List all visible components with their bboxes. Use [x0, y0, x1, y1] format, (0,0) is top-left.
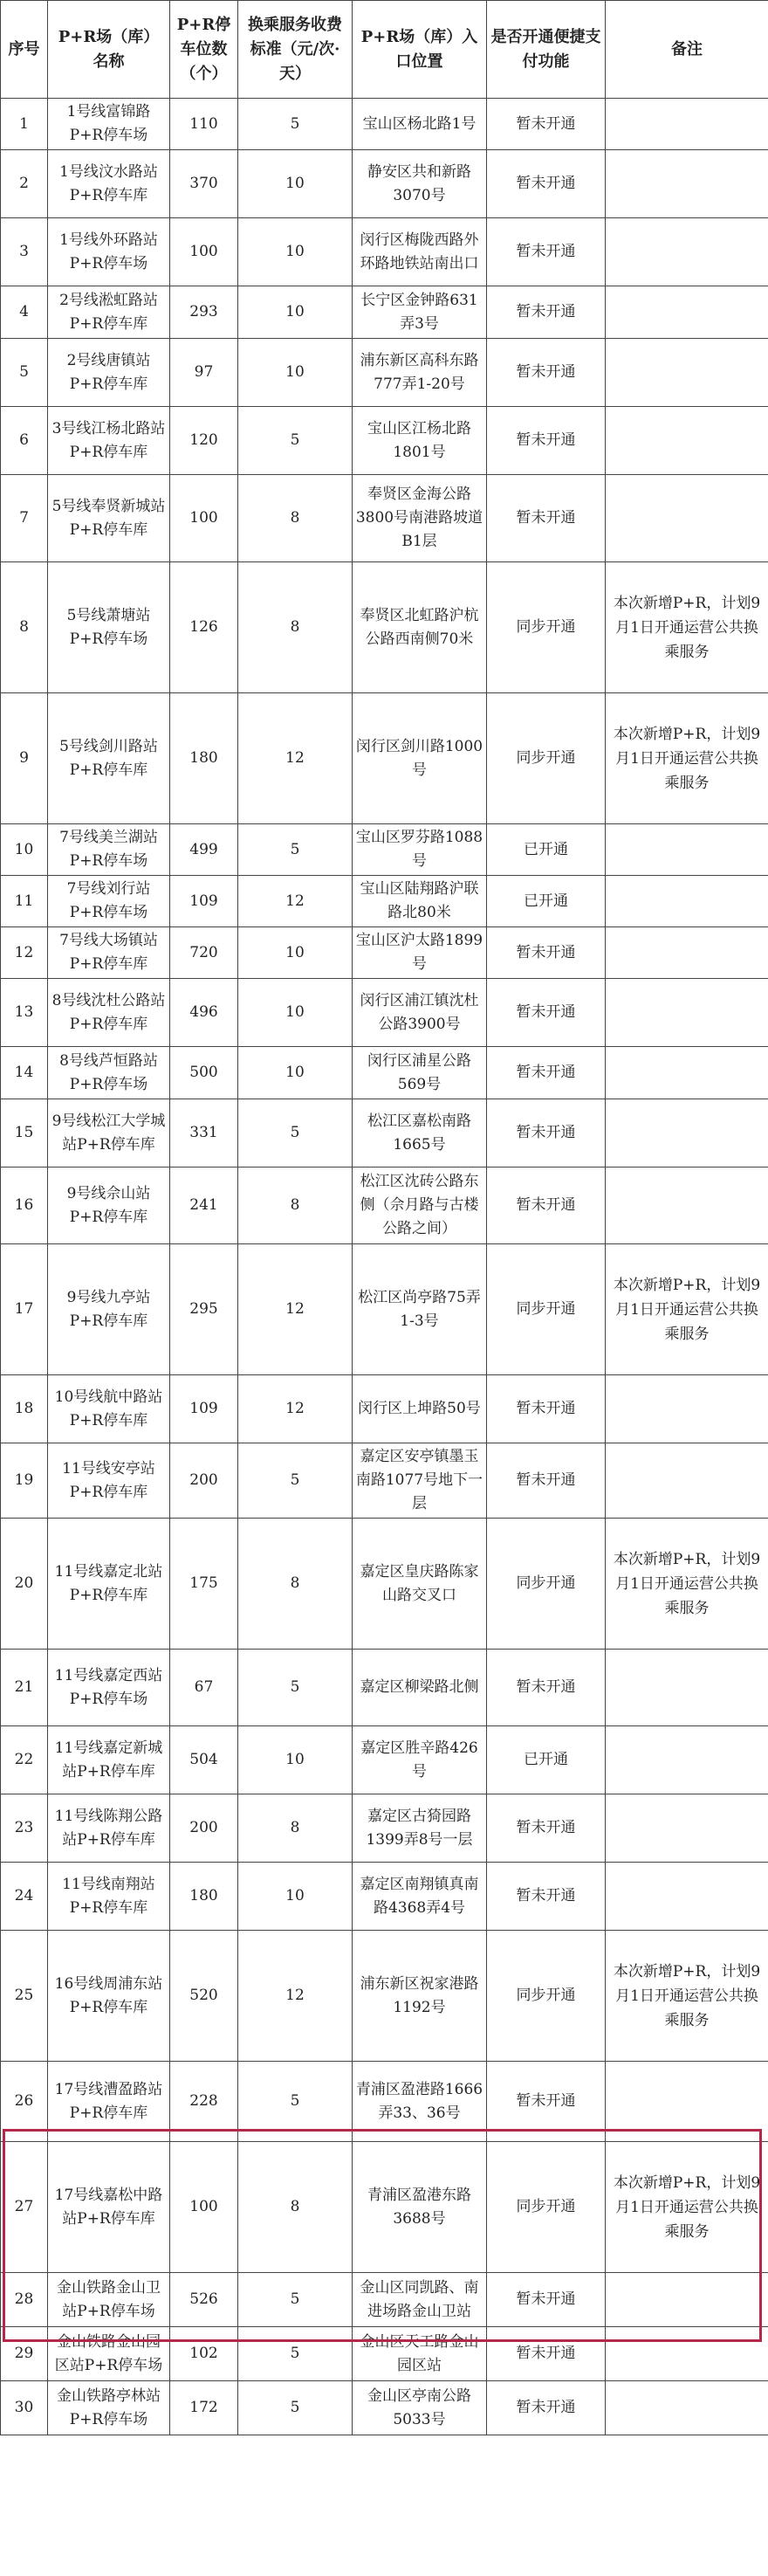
cell-name: 17号线嘉松中路站P+R停车库: [48, 2142, 170, 2273]
cell-payment: 同步开通: [487, 1931, 606, 2062]
cell-no: 28: [1, 2273, 48, 2327]
table-row: [1, 1443, 768, 1519]
table-row: [1, 693, 768, 824]
cell-note: 本次新增P+R，计划9月1日开通运营公共换乘服务: [606, 562, 768, 693]
cell-no: 5: [1, 339, 48, 407]
cell-payment: 暂未开通: [487, 1443, 606, 1519]
header-spaces: P+R停车位数（个）: [170, 1, 238, 99]
table-row: [1, 339, 768, 407]
cell-entrance: 嘉定区胜辛路426号: [353, 1726, 487, 1794]
cell-name: 1号线汶水路站P+R停车库: [48, 150, 170, 218]
cell-spaces: 720: [170, 927, 238, 979]
cell-no: 15: [1, 1099, 48, 1167]
cell-note: [606, 475, 768, 562]
table-row: [1, 475, 768, 562]
cell-fee: 5: [238, 2273, 353, 2327]
cell-no: 21: [1, 1650, 48, 1726]
cell-spaces: 172: [170, 2381, 238, 2435]
cell-spaces: 331: [170, 1099, 238, 1167]
header-payment: 是否开通便捷支付功能: [487, 1, 606, 99]
cell-spaces: 100: [170, 475, 238, 562]
cell-entrance: 宝山区杨北路1号: [353, 99, 487, 150]
table-row: [1, 1794, 768, 1863]
cell-no: 24: [1, 1863, 48, 1931]
cell-name: 11号线嘉定新城站P+R停车库: [48, 1726, 170, 1794]
cell-no: 30: [1, 2381, 48, 2435]
cell-fee: 5: [238, 1099, 353, 1167]
cell-spaces: 241: [170, 1167, 238, 1244]
cell-fee: 5: [238, 1650, 353, 1726]
cell-fee: 5: [238, 2381, 353, 2435]
cell-entrance: 嘉定区安亭镇墨玉南路1077号地下一层: [353, 1443, 487, 1519]
cell-name: 9号线九亭站P+R停车库: [48, 1244, 170, 1375]
cell-payment: 同步开通: [487, 693, 606, 824]
cell-payment: 暂未开通: [487, 1099, 606, 1167]
table-row: [1, 2273, 768, 2327]
cell-name: 9号线佘山站P+R停车库: [48, 1167, 170, 1244]
cell-no: 11: [1, 876, 48, 927]
cell-fee: 8: [238, 562, 353, 693]
cell-payment: 已开通: [487, 1726, 606, 1794]
cell-payment: 暂未开通: [487, 927, 606, 979]
cell-no: 22: [1, 1726, 48, 1794]
cell-entrance: 闵行区浦江镇沈杜公路3900号: [353, 979, 487, 1047]
cell-entrance: 闵行区剑川路1000号: [353, 693, 487, 824]
cell-spaces: 109: [170, 876, 238, 927]
cell-spaces: 228: [170, 2062, 238, 2142]
cell-payment: 暂未开通: [487, 979, 606, 1047]
cell-payment: 暂未开通: [487, 99, 606, 150]
cell-spaces: 175: [170, 1519, 238, 1650]
cell-spaces: 180: [170, 1863, 238, 1931]
cell-spaces: 100: [170, 218, 238, 286]
cell-note: [606, 1794, 768, 1863]
cell-payment: 同步开通: [487, 2142, 606, 2273]
cell-spaces: 526: [170, 2273, 238, 2327]
cell-fee: 8: [238, 1167, 353, 1244]
cell-payment: 暂未开通: [487, 1047, 606, 1099]
cell-entrance: 宝山区江杨北路1801号: [353, 407, 487, 475]
cell-name: 8号线沈杜公路站P+R停车库: [48, 979, 170, 1047]
cell-note: 本次新增P+R，计划9月1日开通运营公共换乘服务: [606, 1519, 768, 1650]
header-name: P+R场（库）名称: [48, 1, 170, 99]
cell-fee: 5: [238, 2327, 353, 2381]
cell-name: 金山铁路亭林站P+R停车场: [48, 2381, 170, 2435]
cell-name: 10号线航中路站P+R停车库: [48, 1375, 170, 1443]
cell-spaces: 110: [170, 99, 238, 150]
cell-no: 2: [1, 150, 48, 218]
cell-no: 19: [1, 1443, 48, 1519]
cell-entrance: 嘉定区皇庆路陈家山路交叉口: [353, 1519, 487, 1650]
cell-no: 25: [1, 1931, 48, 2062]
table-row: [1, 1726, 768, 1794]
cell-entrance: 浦东新区祝家港路1192号: [353, 1931, 487, 2062]
cell-no: 4: [1, 286, 48, 339]
table-body: [1, 99, 768, 2435]
cell-payment: 暂未开通: [487, 218, 606, 286]
cell-note: 本次新增P+R，计划9月1日开通运营公共换乘服务: [606, 1931, 768, 2062]
cell-name: 金山铁路金山卫站P+R停车场: [48, 2273, 170, 2327]
cell-spaces: 120: [170, 407, 238, 475]
cell-note: [606, 1726, 768, 1794]
cell-entrance: 嘉定区南翔镇真南路4368弄4号: [353, 1863, 487, 1931]
table-row: [1, 1099, 768, 1167]
cell-entrance: 松江区沈砖公路东侧（佘月路与古楼公路之间）: [353, 1167, 487, 1244]
cell-note: [606, 979, 768, 1047]
cell-name: 17号线漕盈路站P+R停车库: [48, 2062, 170, 2142]
cell-no: 16: [1, 1167, 48, 1244]
cell-payment: 暂未开通: [487, 150, 606, 218]
cell-note: [606, 99, 768, 150]
cell-note: [606, 1375, 768, 1443]
cell-spaces: 496: [170, 979, 238, 1047]
cell-payment: 暂未开通: [487, 1375, 606, 1443]
cell-fee: 10: [238, 927, 353, 979]
cell-payment: 暂未开通: [487, 1794, 606, 1863]
table-row: [1, 150, 768, 218]
cell-entrance: 金山区天工路金山园区站: [353, 2327, 487, 2381]
table-row: [1, 1863, 768, 1931]
cell-name: 16号线周浦东站P+R停车库: [48, 1931, 170, 2062]
cell-note: [606, 927, 768, 979]
cell-entrance: 嘉定区柳梁路北侧: [353, 1650, 487, 1726]
cell-fee: 8: [238, 1519, 353, 1650]
cell-no: 23: [1, 1794, 48, 1863]
table-row: [1, 1519, 768, 1650]
table-row: [1, 1375, 768, 1443]
cell-fee: 10: [238, 1726, 353, 1794]
cell-note: [606, 2273, 768, 2327]
cell-no: 20: [1, 1519, 48, 1650]
cell-name: 5号线剑川路站P+R停车库: [48, 693, 170, 824]
table-row: [1, 99, 768, 150]
cell-payment: 暂未开通: [487, 1650, 606, 1726]
table-row: [1, 2062, 768, 2142]
cell-name: 7号线刘行站P+R停车场: [48, 876, 170, 927]
cell-no: 18: [1, 1375, 48, 1443]
cell-no: 8: [1, 562, 48, 693]
cell-fee: 10: [238, 286, 353, 339]
cell-note: [606, 286, 768, 339]
table-row: [1, 1650, 768, 1726]
cell-entrance: 嘉定区古猗园路1399弄8号一层: [353, 1794, 487, 1863]
table-row: [1, 927, 768, 979]
cell-fee: 5: [238, 1443, 353, 1519]
cell-payment: 暂未开通: [487, 2327, 606, 2381]
cell-no: 13: [1, 979, 48, 1047]
cell-payment: 暂未开通: [487, 286, 606, 339]
cell-no: 27: [1, 2142, 48, 2273]
cell-fee: 8: [238, 475, 353, 562]
cell-entrance: 宝山区罗芬路1088号: [353, 824, 487, 876]
cell-payment: 暂未开通: [487, 407, 606, 475]
cell-payment: 暂未开通: [487, 1863, 606, 1931]
cell-spaces: 180: [170, 693, 238, 824]
cell-entrance: 长宁区金钟路631弄3号: [353, 286, 487, 339]
cell-payment: 暂未开通: [487, 2062, 606, 2142]
cell-name: 11号线嘉定西站P+R停车场: [48, 1650, 170, 1726]
cell-fee: 10: [238, 1863, 353, 1931]
table-row: [1, 979, 768, 1047]
cell-payment: 已开通: [487, 876, 606, 927]
table-row: [1, 1167, 768, 1244]
cell-name: 1号线富锦路P+R停车场: [48, 99, 170, 150]
cell-name: 1号线外环路站P+R停车场: [48, 218, 170, 286]
cell-name: 11号线陈翔公路站P+R停车库: [48, 1794, 170, 1863]
cell-entrance: 青浦区盈港路1666弄33、36号: [353, 2062, 487, 2142]
cell-name: 7号线大场镇站P+R停车库: [48, 927, 170, 979]
cell-spaces: 504: [170, 1726, 238, 1794]
cell-fee: 10: [238, 1047, 353, 1099]
table-row: [1, 407, 768, 475]
table-row: [1, 562, 768, 693]
cell-spaces: 499: [170, 824, 238, 876]
cell-spaces: 100: [170, 2142, 238, 2273]
cell-name: 5号线萧塘站P+R停车场: [48, 562, 170, 693]
cell-fee: 12: [238, 876, 353, 927]
header-fee: 换乘服务收费标准（元/次·天）: [238, 1, 353, 99]
cell-no: 12: [1, 927, 48, 979]
cell-note: 本次新增P+R，计划9月1日开通运营公共换乘服务: [606, 2142, 768, 2273]
cell-no: 3: [1, 218, 48, 286]
cell-note: [606, 1167, 768, 1244]
cell-note: [606, 1863, 768, 1931]
cell-no: 10: [1, 824, 48, 876]
cell-entrance: 金山区同凯路、南进场路金山卫站: [353, 2273, 487, 2327]
table-header-row: [1, 1, 768, 99]
cell-name: 金山铁路金山园区站P+R停车场: [48, 2327, 170, 2381]
cell-note: 本次新增P+R，计划9月1日开通运营公共换乘服务: [606, 1244, 768, 1375]
cell-note: [606, 876, 768, 927]
cell-spaces: 97: [170, 339, 238, 407]
cell-spaces: 200: [170, 1443, 238, 1519]
cell-payment: 暂未开通: [487, 1167, 606, 1244]
table-row: [1, 1047, 768, 1099]
cell-no: 26: [1, 2062, 48, 2142]
cell-spaces: 295: [170, 1244, 238, 1375]
cell-name: 11号线安亭站P+R停车库: [48, 1443, 170, 1519]
cell-no: 7: [1, 475, 48, 562]
cell-fee: 8: [238, 2142, 353, 2273]
cell-spaces: 500: [170, 1047, 238, 1099]
cell-entrance: 闵行区梅陇西路外环路地铁站南出口: [353, 218, 487, 286]
cell-note: [606, 2381, 768, 2435]
header-note: 备注: [606, 1, 768, 99]
cell-payment: 已开通: [487, 824, 606, 876]
cell-payment: 暂未开通: [487, 475, 606, 562]
table-row: [1, 2327, 768, 2381]
cell-note: [606, 1443, 768, 1519]
cell-spaces: 293: [170, 286, 238, 339]
cell-entrance: 宝山区沪太路1899号: [353, 927, 487, 979]
cell-name: 2号线淞虹路站P+R停车库: [48, 286, 170, 339]
cell-entrance: 奉贤区北虹路沪杭公路西南侧70米: [353, 562, 487, 693]
cell-fee: 5: [238, 2062, 353, 2142]
cell-no: 6: [1, 407, 48, 475]
cell-name: 5号线奉贤新城站P+R停车库: [48, 475, 170, 562]
cell-note: [606, 1650, 768, 1726]
cell-fee: 10: [238, 339, 353, 407]
cell-entrance: 浦东新区高科东路777弄1-20号: [353, 339, 487, 407]
cell-fee: 12: [238, 1244, 353, 1375]
cell-name: 8号线芦恒路站P+R停车场: [48, 1047, 170, 1099]
cell-note: [606, 150, 768, 218]
cell-entrance: 松江区嘉松南路1665号: [353, 1099, 487, 1167]
cell-fee: 5: [238, 407, 353, 475]
table-row: [1, 2142, 768, 2273]
cell-fee: 5: [238, 99, 353, 150]
cell-fee: 10: [238, 218, 353, 286]
cell-no: 1: [1, 99, 48, 150]
cell-fee: 8: [238, 1794, 353, 1863]
cell-name: 11号线南翔站P+R停车库: [48, 1863, 170, 1931]
cell-payment: 暂未开通: [487, 339, 606, 407]
cell-name: 7号线美兰湖站P+R停车场: [48, 824, 170, 876]
header-entrance: P+R场（库）入口位置: [353, 1, 487, 99]
cell-note: [606, 1099, 768, 1167]
cell-note: [606, 407, 768, 475]
cell-entrance: 青浦区盈港东路3688号: [353, 2142, 487, 2273]
cell-note: 本次新增P+R，计划9月1日开通运营公共换乘服务: [606, 693, 768, 824]
cell-payment: 暂未开通: [487, 2381, 606, 2435]
cell-spaces: 109: [170, 1375, 238, 1443]
cell-no: 9: [1, 693, 48, 824]
cell-fee: 12: [238, 1931, 353, 2062]
cell-spaces: 126: [170, 562, 238, 693]
cell-spaces: 370: [170, 150, 238, 218]
cell-payment: 暂未开通: [487, 2273, 606, 2327]
cell-payment: 同步开通: [487, 1244, 606, 1375]
cell-no: 17: [1, 1244, 48, 1375]
table-row: [1, 824, 768, 876]
cell-fee: 5: [238, 824, 353, 876]
cell-spaces: 102: [170, 2327, 238, 2381]
table-row: [1, 1244, 768, 1375]
cell-name: 3号线江杨北路站P+R停车库: [48, 407, 170, 475]
cell-fee: 10: [238, 150, 353, 218]
table-row: [1, 876, 768, 927]
cell-note: [606, 2327, 768, 2381]
cell-fee: 10: [238, 979, 353, 1047]
cell-payment: 同步开通: [487, 1519, 606, 1650]
header-no: 序号: [1, 1, 48, 99]
cell-name: 9号线松江大学城站P+R停车库: [48, 1099, 170, 1167]
cell-spaces: 520: [170, 1931, 238, 2062]
table-row: [1, 286, 768, 339]
cell-entrance: 金山区亭南公路5033号: [353, 2381, 487, 2435]
cell-entrance: 宝山区陆翔路沪联路北80米: [353, 876, 487, 927]
cell-entrance: 闵行区浦星公路569号: [353, 1047, 487, 1099]
cell-spaces: 67: [170, 1650, 238, 1726]
cell-spaces: 200: [170, 1794, 238, 1863]
cell-name: 2号线唐镇站P+R停车库: [48, 339, 170, 407]
cell-fee: 12: [238, 693, 353, 824]
cell-note: [606, 1047, 768, 1099]
cell-note: [606, 2062, 768, 2142]
cell-payment: 同步开通: [487, 562, 606, 693]
table-row: [1, 218, 768, 286]
cell-name: 11号线嘉定北站P+R停车库: [48, 1519, 170, 1650]
cell-entrance: 静安区共和新路3070号: [353, 150, 487, 218]
cell-note: [606, 339, 768, 407]
cell-entrance: 奉贤区金海公路3800号南港路坡道B1层: [353, 475, 487, 562]
cell-entrance: 松江区尚亭路75弄1-3号: [353, 1244, 487, 1375]
cell-entrance: 闵行区上坤路50号: [353, 1375, 487, 1443]
cell-fee: 12: [238, 1375, 353, 1443]
table-row: [1, 1931, 768, 2062]
cell-note: [606, 218, 768, 286]
table-row: [1, 2381, 768, 2435]
cell-no: 29: [1, 2327, 48, 2381]
cell-no: 14: [1, 1047, 48, 1099]
cell-note: [606, 824, 768, 876]
